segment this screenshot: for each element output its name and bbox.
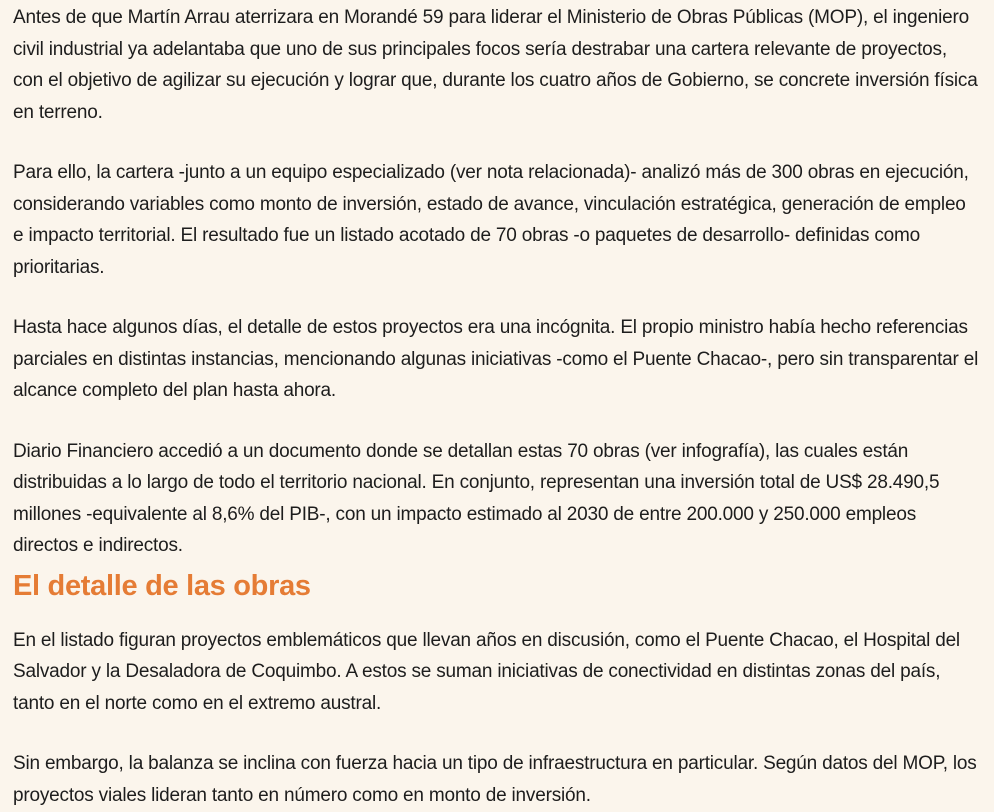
article-paragraph: Antes de que Martín Arrau aterrizara en Morandé 59 para liderar el Ministerio de Obras Públicas (MOP), el ingeniero civil industrial ya adelantaba que uno de sus principales focos sería destrabar una cartera relevante de proyectos, con el objetivo de agilizar su ejecución y lograr que, durante los cuatro años de Gobierno, se concrete inversión física en terreno. — [13, 7, 978, 123]
article-paragraph: Para ello, la cartera -junto a un equipo especializado (ver nota relacionada)- analizó más de 300 obras en ejecución, considerando variables como monto de inversión, estado de avance, vinculación estratégica, generación de empleo e impacto territorial. El resultado fue un listado acotado de 70 obras -o paquetes de desarrollo- definidas como prioritarias. — [13, 162, 969, 278]
article-paragraph: En el listado figuran proyectos emblemáticos que llevan años en discusión, como el Puente Chacao, el Hospital del Salvador y la Desaladora de Coquimbo. A estos se suman iniciativas de conectividad en distintas zonas del país, tanto en el norte como en el extremo austral. — [13, 629, 960, 714]
section-heading: El detalle de las obras — [13, 569, 311, 602]
article-paragraph: Sin embargo, la balanza se inclina con fuerza hacia un tipo de infraestructura en particular. Según datos del MOP, los proyectos viales lideran tanto en número como en monto de inversión. — [13, 753, 977, 806]
article-paragraph: Diario Financiero accedió a un documento donde se detallan estas 70 obras (ver infografía), las cuales están distribuidas a lo largo de todo el territorio nacional. En conjunto, representan una inversión total de US$ 28.490,5 millones -equivalente al 8,6% del PIB-, con un impacto estimado al 2030 de entre 200.000 y 250.000 empleos directos e indirectos. — [13, 440, 940, 556]
article-paragraph: Hasta hace algunos días, el detalle de estos proyectos era una incógnita. El propio ministro había hecho referencias parciales en distintas instancias, mencionando algunas iniciativas -como el Puente Chacao-, pero sin transparentar el alcance completo del plan hasta ahora. — [13, 317, 979, 401]
